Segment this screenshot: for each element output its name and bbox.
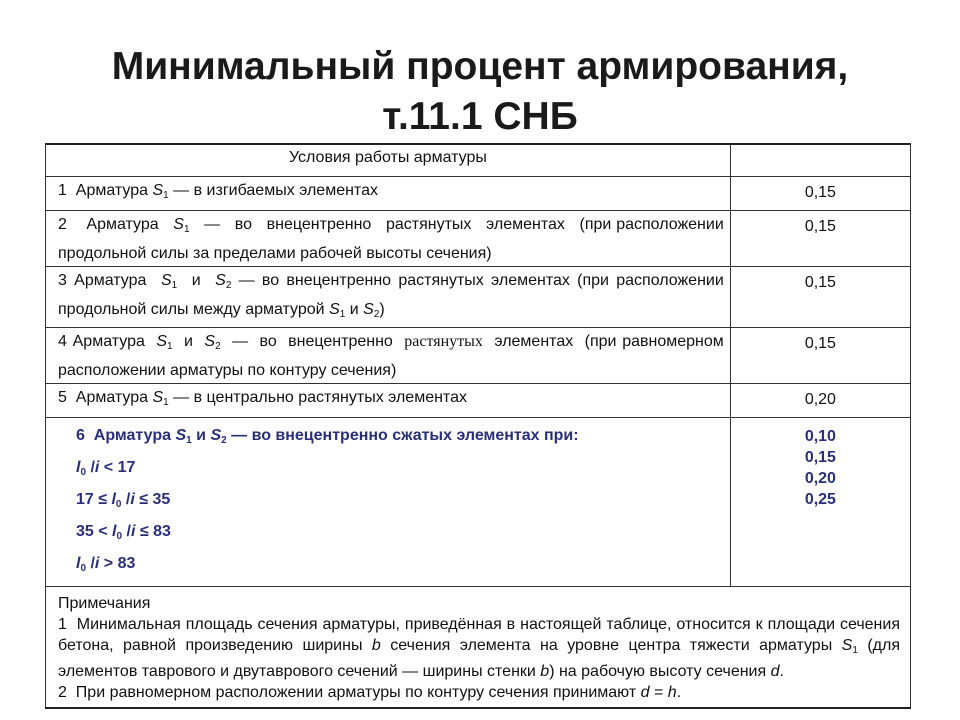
note-2: 2 При равномерном расположении арматуры по контуру сечения принимают d = h. — [58, 683, 682, 701]
table-header-row — [46, 144, 911, 176]
notes-row — [46, 586, 911, 708]
row-6-value: 0,20 — [804, 469, 836, 487]
row-1-text: 1 Арматура $S_1$ — в изгибаемых элементах — [58, 181, 378, 201]
row-6-text — [46, 418, 730, 586]
header-cell — [46, 144, 731, 176]
row-5-value: 0,20 — [804, 390, 836, 408]
row-6-condition: $l_0$ /i > 83 — [76, 554, 136, 574]
row-3-value: 0,15 — [804, 273, 836, 291]
row-2-value: 0,15 — [804, 217, 836, 235]
row-6-value: 0,25 — [804, 490, 836, 508]
table-row — [46, 417, 911, 586]
table-row — [46, 176, 911, 210]
notes-block — [46, 587, 910, 707]
table-row — [46, 383, 911, 417]
reinforcement-table — [45, 143, 911, 709]
title-line-2: т.11.1 СНБ — [382, 95, 578, 138]
row-6-value: 0,15 — [804, 448, 836, 466]
row-6-heading: 6 Арматура $S_1$ и $S_2$ — во внецентренно сжатых элементах при: — [76, 426, 579, 446]
table-row — [46, 327, 911, 383]
row-6-condition: $35 < l_0$ /i ≤ 83 — [76, 522, 171, 542]
notes-heading: Примечания — [58, 594, 151, 612]
row-3-text: 3 Арматура $S_1$ и $S_2$ — во внецентренно растянутых элементах (при расположении продольной силы между арматурой $S_1$ и $S_2$) — [58, 271, 724, 320]
table-row — [46, 266, 911, 327]
row-4-value: 0,15 — [804, 334, 836, 352]
row-2-text: 2 Арматура $S_1$ — во внецентренно растянутых элементах (при расположении продольной силы за пределами рабочей высоты сечения) — [58, 215, 724, 262]
row-6-value: 0,10 — [804, 427, 836, 445]
note-1: 1 Минимальная площадь сечения арматуры, приведённая в настоящей таблице, относится к площади сечения бетона, равной произведению ширины b сечения элемента на уровне центра тяжести арматуры $S_1$ (для элементов таврового и двутаврового сечений — ширины стенки b) на рабочую высоту сечения d. — [58, 615, 900, 680]
page-title — [0, 42, 960, 142]
header-label: Условия работы арматуры — [288, 149, 487, 166]
table-row — [46, 210, 911, 266]
row-6-values — [731, 418, 910, 510]
row-6-condition: $l_0$ /i < 17 — [76, 458, 136, 478]
row-5-text: 5 Арматура $S_1$ — в центрально растянутых элементах — [58, 388, 467, 408]
title-line-1: Минимальный процент армирования, — [111, 45, 849, 88]
row-4-text: 4 Арматура $S_1$ и $S_2$ — во внецентренно растянутых элементах (при равномерном расположении арматуры по контуру сечения) — [58, 332, 724, 379]
row-6-condition: $17 \le l_0$ /i ≤ 35 — [76, 490, 171, 510]
header-value-cell — [730, 144, 910, 176]
row-1-value: 0,15 — [804, 183, 836, 201]
